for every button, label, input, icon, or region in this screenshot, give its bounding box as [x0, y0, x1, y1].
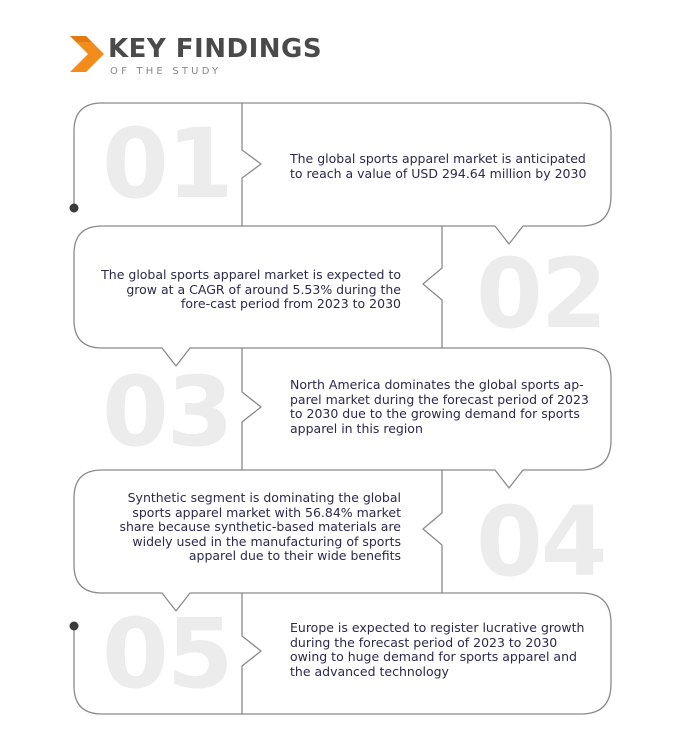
page-title: KEY FINDINGS: [108, 34, 323, 64]
finding-number: 01: [102, 108, 232, 220]
finding-text: The global sports apparel market is anticipated to reach a value of USD 294.64 million by 2030: [290, 151, 587, 181]
finding-text: North America dominates the global sports ap-parel market during the forecast period of 2023 to 2030 due to the growing demand for sports apparel in this region: [290, 377, 589, 436]
finding-text: Synthetic segment is dominating the global sports apparel market with 56.84% market share because synthetic-based materials are widely used in the manufacturing of sports apparel due to their wide benefits: [119, 490, 401, 564]
connector-dot-bottom: [70, 622, 79, 631]
finding-text: Europe is expected to register lucrative growth during the forecast period of 2023 to 2030 owing to huge demand for sports apparel and the advanced technology: [290, 620, 585, 679]
finding-number: 04: [476, 486, 606, 598]
finding-number: 05: [102, 598, 232, 710]
finding-number: 03: [102, 356, 232, 468]
finding-text: The global sports apparel market is expected to grow at a CAGR of around 5.53% during the fore-cast period from 2023 to 2030: [101, 267, 401, 312]
chevron-arrow-icon: [66, 32, 108, 76]
page-subtitle: OF THE STUDY: [110, 66, 222, 77]
crescent-moon-icon: [217, 66, 227, 76]
connector-dot-top: [70, 204, 79, 213]
finding-number: 02: [476, 238, 606, 350]
